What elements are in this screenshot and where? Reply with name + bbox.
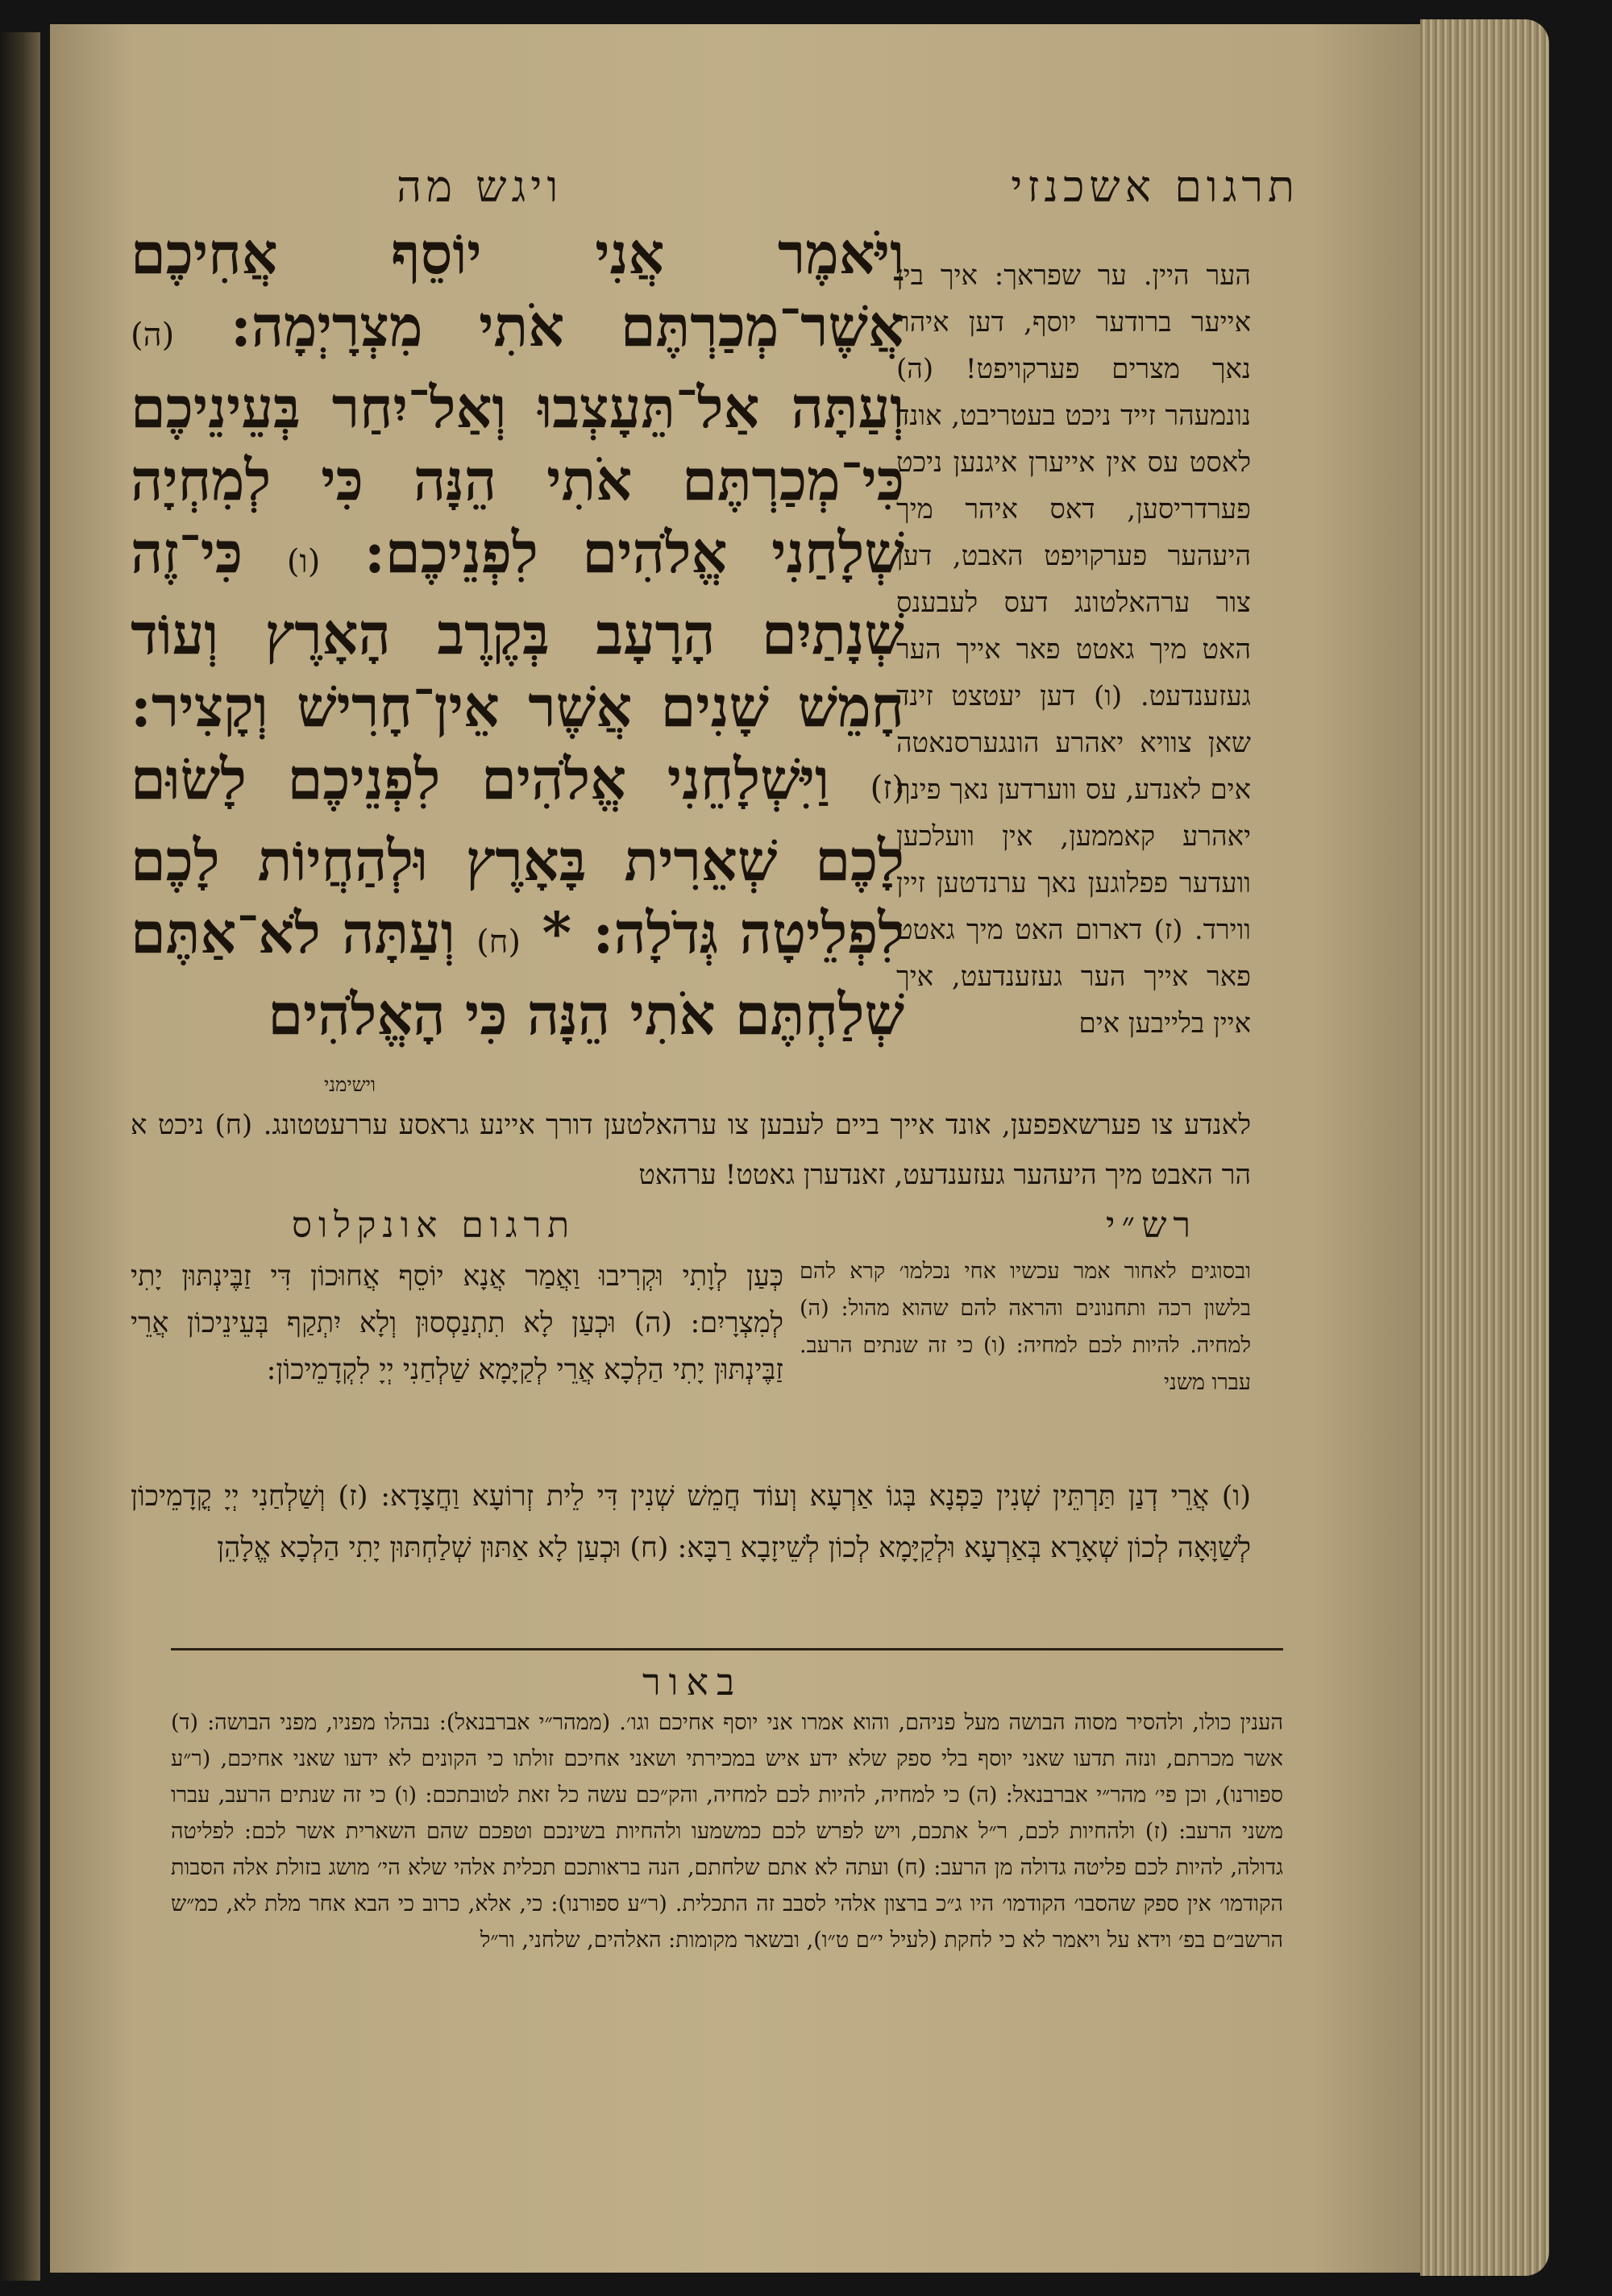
running-header-title: תרגום אשכנזי: [1011, 161, 1299, 212]
rashi-commentary: ובסוגים לאחור אמר עכשיו אחי נכלמו׳ קרא להם בלשון רכה ותחנונים והראה להם שהוא מהול: (ה) למחיה. להיות לכם למחיה: (ו) כי זה שנתים הרעב. עברו משני: [800, 1259, 1251, 1395]
book-page: [50, 24, 1420, 2273]
page-edges: [1420, 19, 1549, 2276]
running-header-parasha: ויגש מה: [397, 161, 563, 212]
verse-7-marker: (ז): [870, 770, 904, 807]
yiddish-translation-column: הער היין. ער שפראך: איך בין אייער ברודער יוסף, דען איהר נאך מצרים פערקויפט! (ה) נונמעהר זייד ניכט בעטריבט, אונד לאסט עס אין אייערן איגנען ניכט פערדריסען, דאס איהר מיך היעהער פערקויפט האבט, דען צור ערהאלטונג דעס לעבענס האט מיך גאטט פאר אייך הער געזענדעט. (ו) דען יעטצט זינד שאן צוויא יאהרע הונגערסנאטה אים לאנדע, עס ווערדען נאך פינף יאהרע קאממען, אין וועלכען וועדער פפלוגען נאך ערנדטען זיין ווירד. (ז) דארום האט מיך גאטט פאר אייך הער געזענדעט, איך איין בלייבען אים: [896, 259, 1251, 1040]
yiddish-translation-continued: לאנדע צו פערשאפפען, אונד אייך ביים לעבען צו ערהאלטען דורך איינע גראסע עררעטטונג. (ח) ניכט א הר האבט מיך היעהער געזענדעט, זאנדערן גאטט! ערהאט: [131, 1109, 1251, 1191]
verse-8-text: וְעַתָּה לֹא־אַתֶּם שְׁלַחְתֶּם אֹתִי הֵנָּה כִּי הָאֱלֹהִים: [131, 899, 904, 1048]
verse-5-marker: (ה): [131, 317, 175, 354]
onkelos-continued: (ו) אֲרֵי דְנַן תַּרְתֵּין שְׁנִין כַּפְנָא בְּגוֹ אַרְעָא וְעוֹד חֲמֵשׁ שְׁנִין דִּי לֵית זְרוֹעָא וַחֲצָדָא: (ז) וְשַׁלְחַנִי יְיָ קֳדָמֵיכוֹן לְשַׁוָּאָה לְכוֹן שְׁאָרָא בְּאַרְעָא וּלְקַיָּמָא לְכוֹן לְשֵׁיזָבָא רַבָּא: (ח) וּכְעַן לָא אַתּוּן שְׁלַחְתּוּן יָתִי הַלְכָא אֱלָהֵן: [131, 1480, 1251, 1564]
verse-6-marker: (ו): [286, 543, 321, 580]
onkelos-column: כְּעַן לְוָתִי וּקְרִיבוּ וַאֲמַר אֲנָא יוֹסֵף אֲחוּכוֹן דִּי זַבֶּינְתּוּן יָתִי לְמִצְרָיִם: (ה) וּכְעַן לָא תִתְנַסְסוּן וְלָא יִתְקַף בְּעֵינֵיכוֹן אֲרֵי זַבֶּינְתּוּן יָתִי הַלְכָא אֲרֵי לְקַיָּמָא שַׁלְחַנִי יְיָ לִקְדָמֵיכוֹן:: [131, 1260, 783, 1386]
verse-5-text: וְעַתָּה אַל־תֵּעָצְבוּ וְאַל־יִחַר בְּעֵינֵיכֶם כִּי־מְכַרְתֶּם אֹתִי הֵנָּה כִּי לְמִחְיָה שְׁלָחַנִי אֱלֹהִים לִפְנֵיכֶם:: [131, 374, 904, 586]
section-divider: [171, 1648, 1283, 1650]
onkelos-heading: תרגום אונקלוס: [292, 1205, 576, 1246]
verse-4-text: וַיֹּאמֶר אֲנִי יוֹסֵף אֲחִיכֶם אֲשֶׁר־מְכַרְתֶּם אֹתִי מִצְרָיְמָה:: [131, 220, 905, 359]
verse-7-text: וַיִּשְׁלָחֵנִי אֱלֹהִים לִפְנֵיכֶם לָשׂוּם לָכֶם שְׁאֵרִית בָּאָרֶץ וּלְהַחֲיוֹת לָכֶם לִפְלֵיטָה גְּדֹלָה: *: [131, 745, 905, 966]
hebrew-main-text: [131, 218, 904, 1072]
verse-8-marker: (ח): [476, 924, 521, 961]
book-spine-left: [0, 32, 40, 2281]
verse-6-text: כִּי־זֶה שְׁנָתַיִם הָרָעָב בְּקֶרֶב הָאָרֶץ וְעוֹד חָמֵשׁ שָׁנִים אֲשֶׁר אֵין־חָרִישׁ וְקָצִיר:: [131, 519, 904, 740]
biur-heading: באור: [642, 1660, 743, 1704]
catchword: וישימני: [324, 1073, 376, 1096]
rashi-heading: רש״י: [1106, 1205, 1198, 1246]
biur-commentary: הענין כולו, ולהסיר מסוה הבושה מעל פניהם, והוא אמרו אני יוסף אחיכם וגו׳. (ממהר״י אברבנאל): נבהלו מפניו, מפני הבושה: (ד) אשר מכרתם, ונזה תדעו שאני יוסף בלי ספק שלא ידע איש במכירתי ושאני אחיכם זולתו כי הקונים לא ידעו שאני אחיכם, (ר״ע ספורנו), וכן פי׳ מהר״י אברבנאל: (ה) כי למחיה, להיות לכם למחיה, והק״כם עשה כל זאת לטובתכם: (ו) כי זה שנתים הרעב, עברו משני הרעב: (ז) ולהחיות לכם, ר״ל אתכם, ויש לפרש לכם כמשמעו ולהחיות בשינכם וטפכם שהם השארית אשר לכם: לפליטה גדולה, להיות לכם פליטה גדולה מן הרעב: (ח) ועתה לא אתם שלחתם, הנה בראותכם תכלית אלהי שלא הי׳ מושג בזולת אלה הסבות הקודמו׳ אין ספק שהסבו׳ הקודמו׳ היו ג״כ ברצון אלהי לסבב זה התכלית. (ר״ע ספורנו): כי, אלא, כרוב כי הבא אחר מלת לא, כמ״ש הרשב״ם בפ׳ וידא על ויאמר לא כי לחקת (לעיל י״ם ט״ו), ובשאר מקומות: האלהים, שלחני, ור״ל: [171, 1710, 1283, 1953]
